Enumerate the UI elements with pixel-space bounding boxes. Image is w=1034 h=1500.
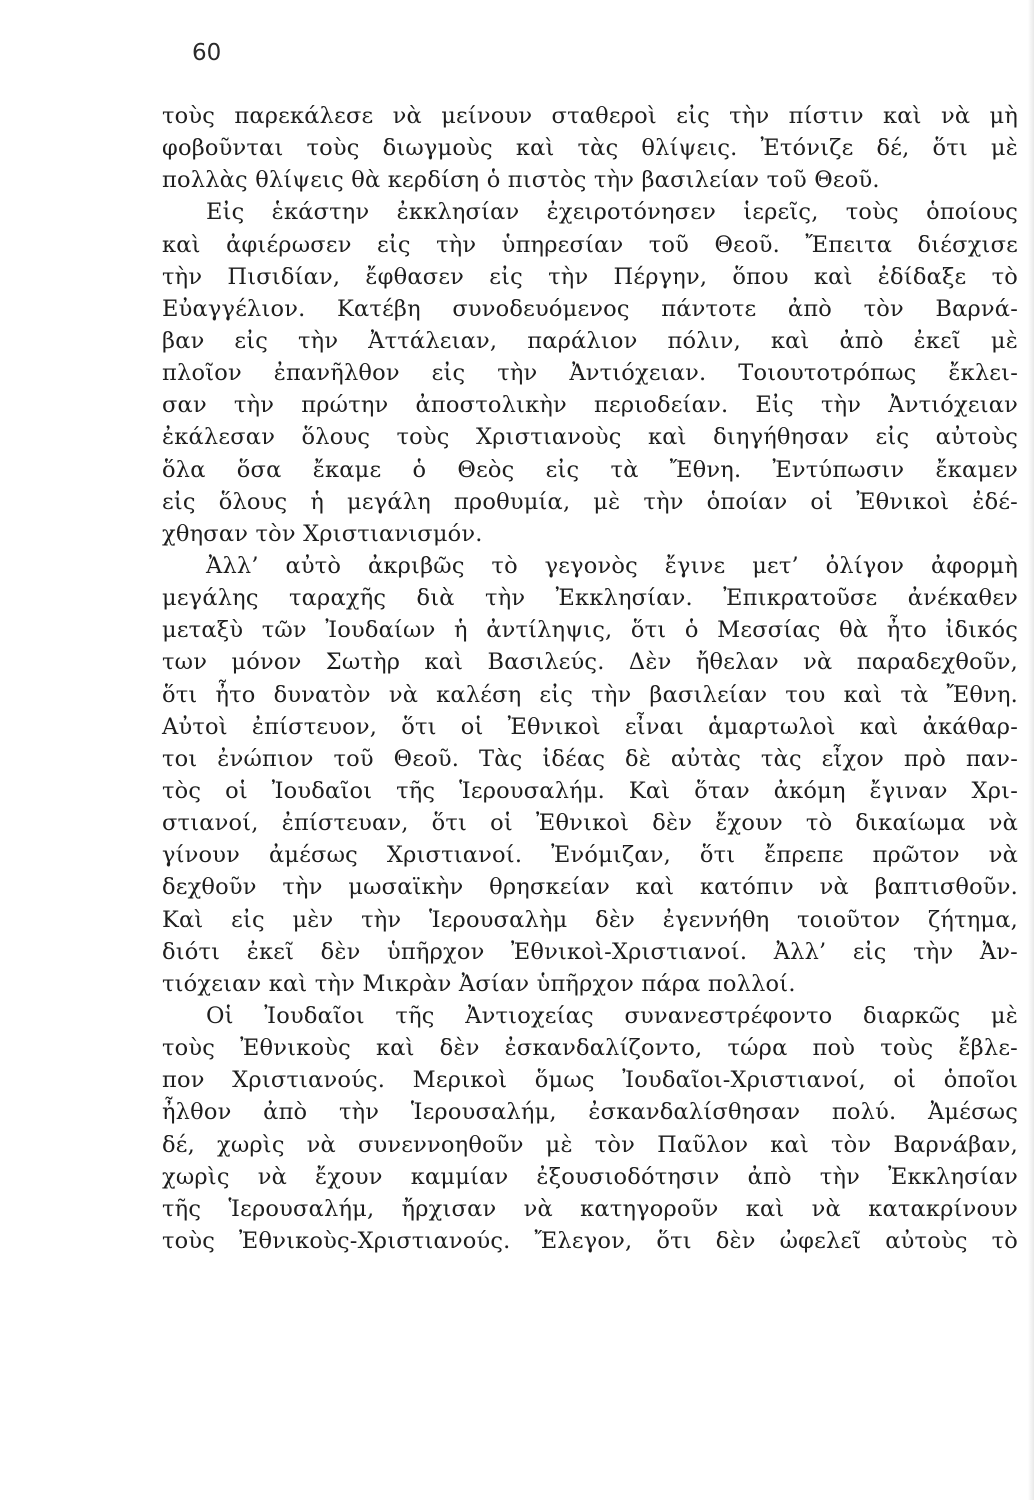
text-line: τοὺς Ἐθνικοὺς καὶ δὲν ἐσκανδαλίζοντο, τώρα ποὺ τοὺς ἔβλε- bbox=[162, 1035, 1018, 1062]
text-line: καὶ ἀφιέρωσεν εἰς τὴν ὑπηρεσίαν τοῦ Θεοῦ. Ἔπειτα διέσχισε bbox=[162, 231, 1018, 258]
text-line: σαν τὴν πρώτην ἀποστολικὴν περιοδείαν. Εἰς τὴν Ἀντιόχειαν bbox=[162, 392, 1018, 419]
text-line: εἰς ὅλους ἡ μεγάλη προθυμία, μὲ τὴν ὁποίαν οἱ Ἐθνικοὶ ἐδέ- bbox=[162, 488, 1018, 515]
text-line: ὅτι ἦτο δυνατὸν νὰ καλέση εἰς τὴν βασιλείαν του καὶ τὰ Ἔθνη. bbox=[162, 681, 1018, 708]
text-line: διότι ἐκεῖ δὲν ὑπῆρχον Ἐθνικοὶ-Χριστιανοί. Ἀλλ’ εἰς τὴν Ἀν- bbox=[162, 938, 1018, 965]
text-line: Εὐαγγέλιον. Κατέβη συνοδευόμενος πάντοτε ἀπὸ τὸν Βαρνά- bbox=[162, 295, 1018, 322]
page-number: 60 bbox=[192, 40, 222, 66]
text-line: τῆς Ἱερουσαλήμ, ἤρχισαν νὰ κατηγοροῦν καὶ νὰ κατακρίνουν bbox=[162, 1195, 1018, 1222]
text-line: στιανοί, ἐπίστευαν, ὅτι οἱ Ἐθνικοὶ δὲν ἔχουν τὸ δικαίωμα νὰ bbox=[162, 810, 1018, 837]
text-line: ὅλα ὅσα ἔκαμε ὁ Θεὸς εἰς τὰ Ἔθνη. Ἐντύπωσιν ἔκαμεν bbox=[162, 456, 1018, 483]
page-edge-shadow bbox=[1028, 0, 1034, 1500]
text-line: μεγάλης ταραχῆς διὰ τὴν Ἐκκλησίαν. Ἐπικρατοῦσε ἀνέκαθεν bbox=[162, 585, 1018, 612]
text-line: δεχθοῦν τὴν μωσαϊκὴν θρησκείαν καὶ κατόπιν νὰ βαπτισθοῦν. bbox=[162, 874, 1018, 901]
text-line: τιόχειαν καὶ τὴν Μικρὰν Ἀσίαν ὑπῆρχον πάρα πολλοί. bbox=[162, 970, 796, 997]
text-line: τὸς οἱ Ἰουδαῖοι τῆς Ἱερουσαλήμ. Καὶ ὅταν ἀκόμη ἔγιναν Χρι- bbox=[162, 777, 1018, 804]
text-line: τοι ἐνώπιον τοῦ Θεοῦ. Τὰς ἰδέας δὲ αὐτὰς τὰς εἶχον πρὸ παν- bbox=[162, 745, 1018, 772]
text-line: μεταξὺ τῶν Ἰουδαίων ἡ ἀντίληψις, ὅτι ὁ Μεσσίας θὰ ἦτο ἰδικός bbox=[162, 617, 1018, 644]
text-line: Αὐτοὶ ἐπίστευον, ὅτι οἱ Ἐθνικοὶ εἶναι ἁμαρτωλοὶ καὶ ἀκάθαρ- bbox=[162, 713, 1018, 740]
text-line: τοὺς παρεκάλεσε νὰ μείνουν σταθεροὶ εἰς τὴν πίστιν καὶ νὰ μὴ bbox=[162, 103, 1018, 129]
text-line: Ἀλλ’ αὐτὸ ἀκριβῶς τὸ γεγονὸς ἔγινε μετ’ ὀλίγον ἀφορμὴ bbox=[206, 552, 1018, 579]
text-line: πον Χριστιανούς. Μερικοὶ ὅμως Ἰουδαῖοι-Χριστιανοί, οἱ ὁποῖοι bbox=[162, 1067, 1018, 1094]
text-line: Οἱ Ἰουδαῖοι τῆς Ἀντιοχείας συνανεστρέφοντο διαρκῶς μὲ bbox=[206, 1002, 1018, 1029]
text-line: των μόνον Σωτὴρ καὶ Βασιλεύς. Δὲν ἤθελαν νὰ παραδεχθοῦν, bbox=[162, 649, 1018, 676]
text-line: βαν εἰς τὴν Ἀττάλειαν, παράλιον πόλιν, καὶ ἀπὸ ἐκεῖ μὲ bbox=[162, 327, 1018, 354]
text-line: Εἰς ἑκάστην ἐκκλησίαν ἐχειροτόνησεν ἱερεῖς, τοὺς ὁποίους bbox=[206, 199, 1018, 226]
text-line: τὴν Πισιδίαν, ἔφθασεν εἰς τὴν Πέργην, ὅπου καὶ ἐδίδαξε τὸ bbox=[162, 263, 1018, 290]
text-line: ἦλθον ἀπὸ τὴν Ἱερουσαλήμ, ἐσκανδαλίσθησαν πολύ. Ἀμέσως bbox=[162, 1099, 1018, 1126]
text-line: τοὺς Ἐθνικοὺς-Χριστιανούς. Ἔλεγον, ὅτι δὲν ὠφελεῖ αὐτοὺς τὸ bbox=[162, 1227, 1018, 1254]
text-line: φοβοῦνται τοὺς διωγμοὺς καὶ τὰς θλίψεις. Ἐτόνιζε δέ, ὅτι μὲ bbox=[162, 135, 1018, 162]
text-line: χωρὶς νὰ ἔχουν καμμίαν ἐξουσιοδότησιν ἀπὸ τὴν Ἐκκλησίαν bbox=[162, 1163, 1018, 1190]
text-line: Καὶ εἰς μὲν τὴν Ἱερουσαλὴμ δὲν ἐγεννήθη τοιοῦτον ζήτημα, bbox=[162, 906, 1018, 933]
text-line: χθησαν τὸν Χριστιανισμόν. bbox=[162, 520, 483, 547]
text-line: πλοῖον ἐπανῆλθον εἰς τὴν Ἀντιόχειαν. Τοιουτοτρόπως ἔκλει- bbox=[162, 360, 1018, 387]
text-line: δέ, χωρὶς νὰ συνεννοηθοῦν μὲ τὸν Παῦλον καὶ τὸν Βαρνάβαν, bbox=[162, 1131, 1018, 1158]
body-text bbox=[162, 100, 1018, 1257]
text-line: γίνουν ἀμέσως Χριστιανοί. Ἐνόμιζαν, ὅτι ἔπρεπε πρῶτον νὰ bbox=[162, 842, 1018, 869]
text-line: ἐκάλεσαν ὅλους τοὺς Χριστιανοὺς καὶ διηγήθησαν εἰς αὐτοὺς bbox=[162, 424, 1018, 451]
text-line: πολλὰς θλίψεις θὰ κερδίση ὁ πιστὸς τὴν βασιλείαν τοῦ Θεοῦ. bbox=[162, 167, 880, 194]
